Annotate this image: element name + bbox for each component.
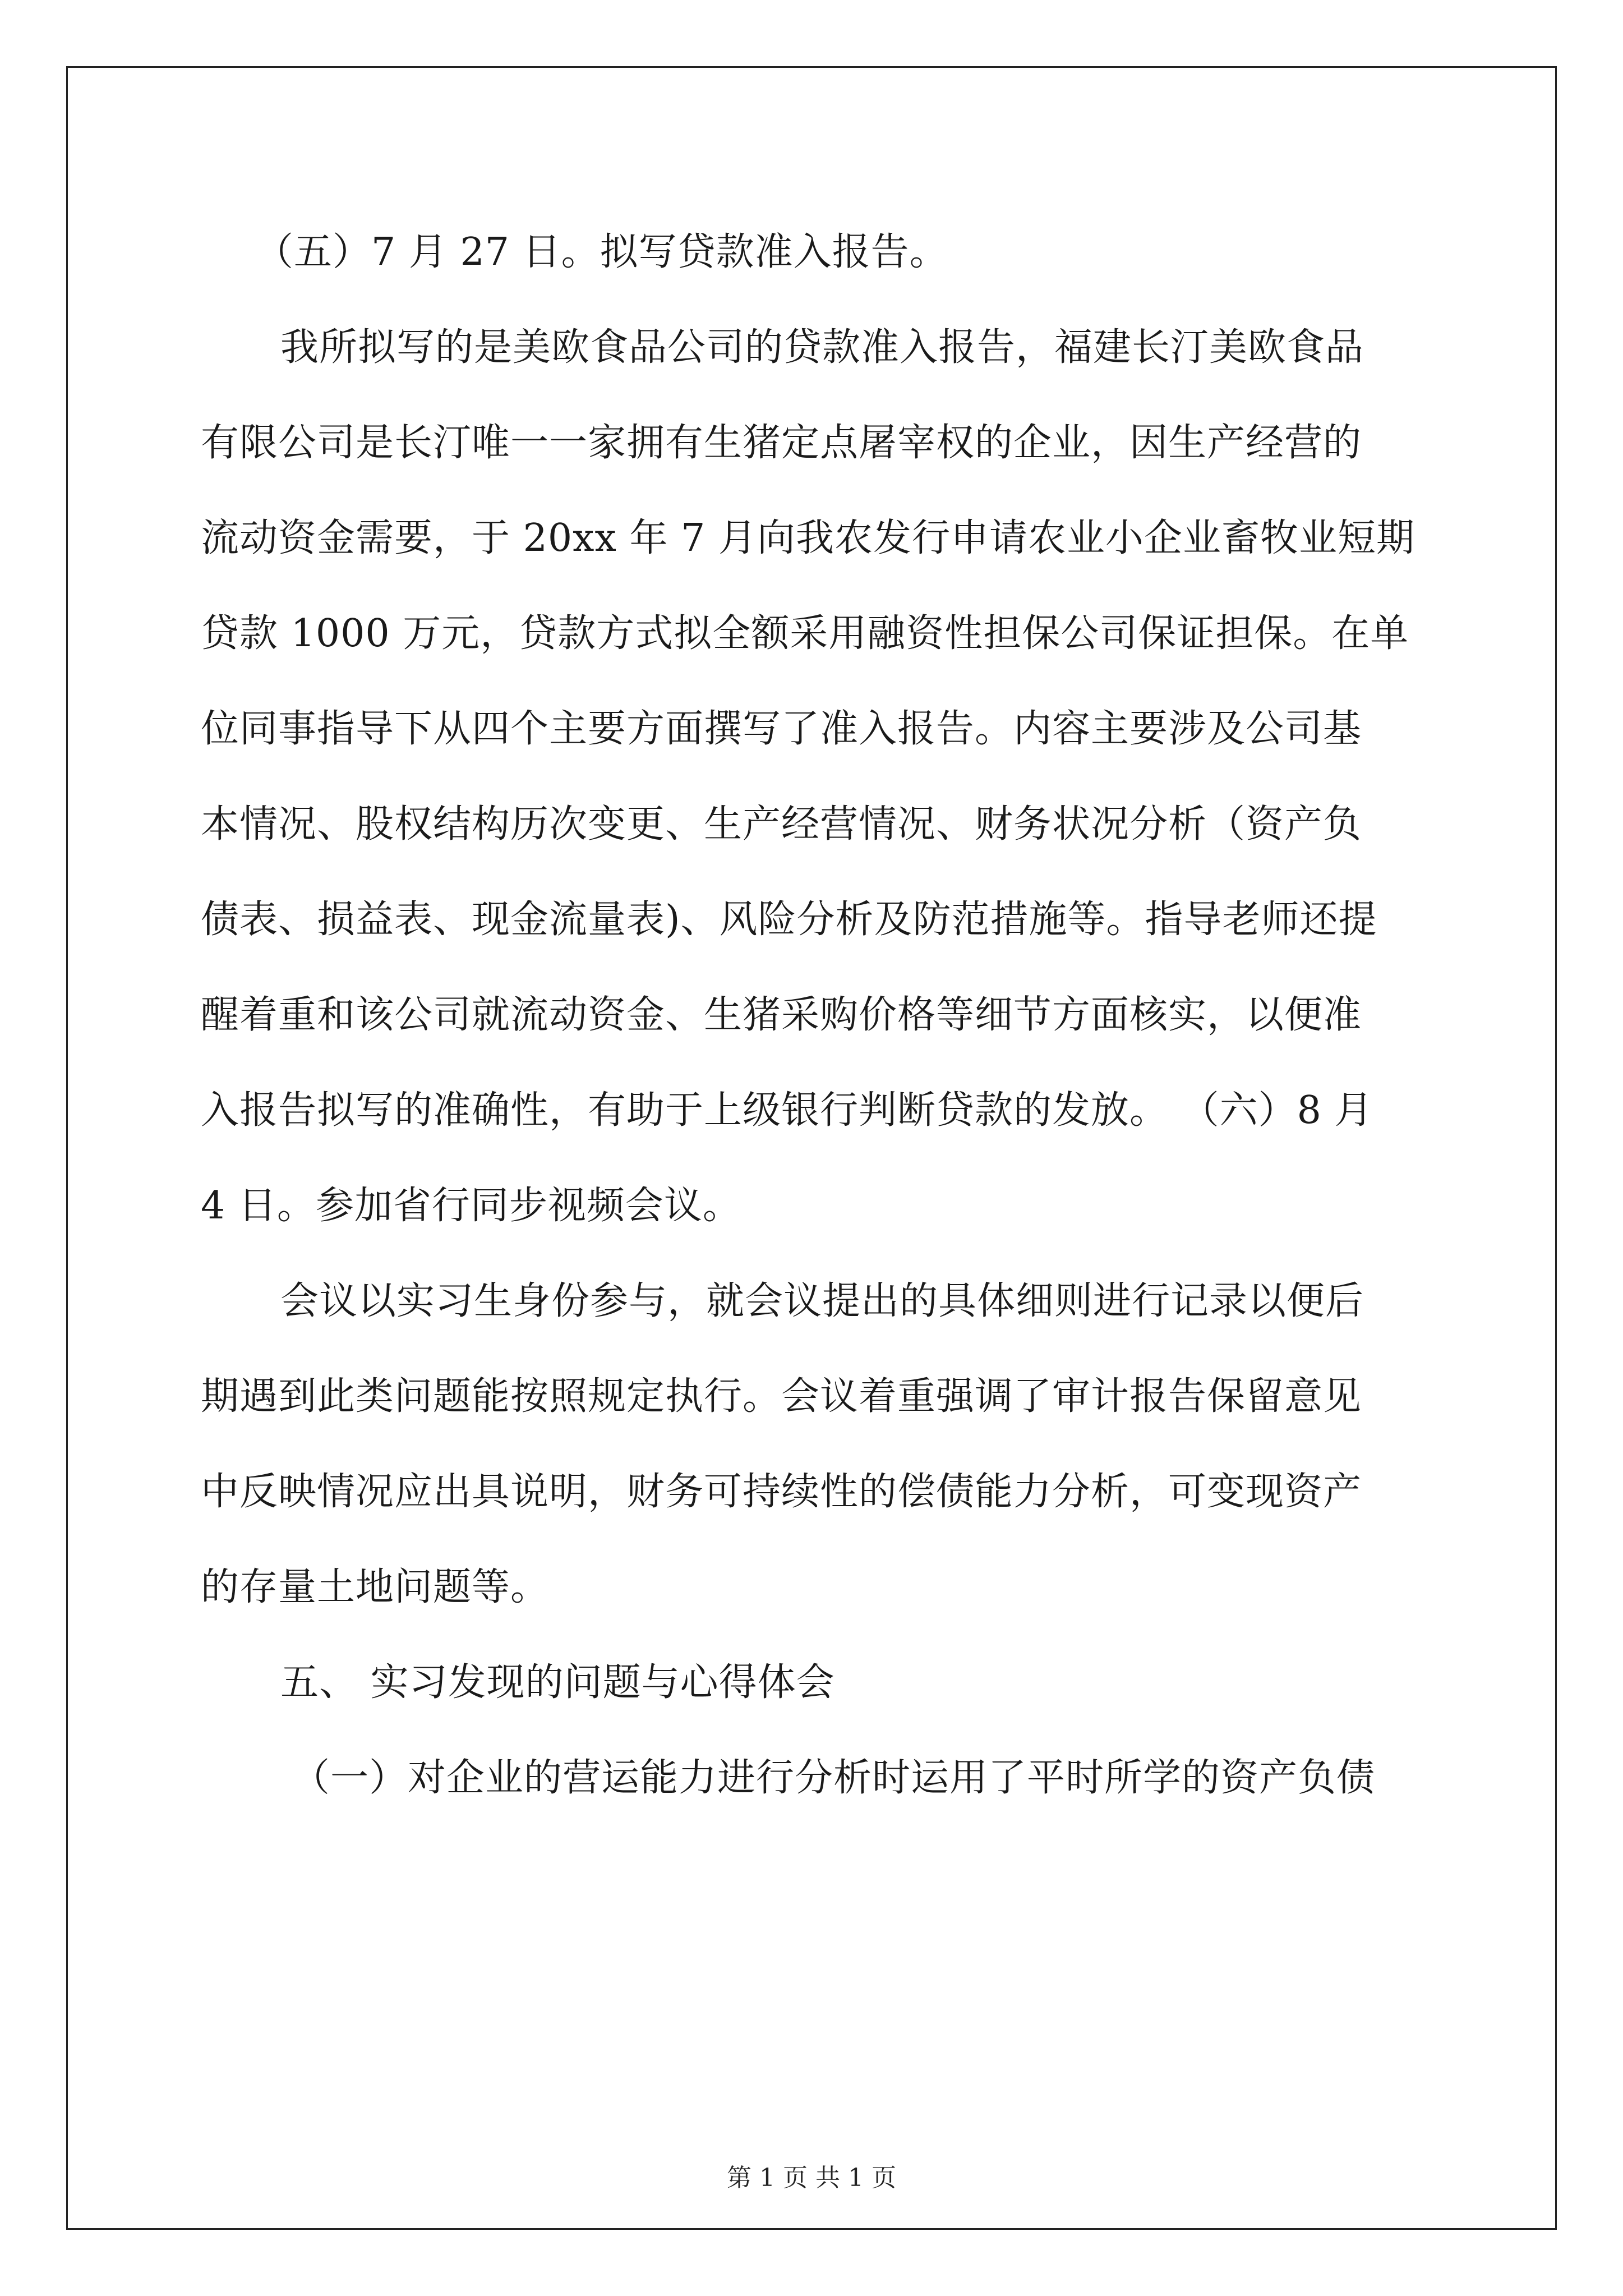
section-heading: 五、 实习发现的问题与心得体会 [280, 1660, 835, 1705]
body-line: （五）7 月 27 日。拟写贷款准入报告。 [255, 230, 948, 274]
body-line: 流动资金需要，于 20xx 年 7 月向我农发行申请农业小企业畜牧业短期 [201, 516, 1415, 560]
body-line: 的存量土地问题等。 [201, 1565, 550, 1609]
body-line: 醒着重和该公司就流动资金、生猪采购价格等细节方面核实，以便准 [201, 993, 1362, 1037]
page-number: 第 1 页 共 1 页 [727, 2164, 896, 2192]
body-line: （一）对企业的营运能力进行分析时运用了平时所学的资产负债 [292, 1756, 1376, 1800]
body-line: 会议以实习生身份参与，就会议提出的具体细则进行记录以便后 [280, 1279, 1364, 1323]
body-line: 贷款 1000 万元，贷款方式拟全额采用融资性担保公司保证担保。在单 [201, 611, 1409, 656]
body-line: 中反映情况应出具说明，财务可持续性的偿债能力分析，可变现资产 [201, 1470, 1362, 1514]
body-line: 本情况、股权结构历次变更、生产经营情况、财务状况分析（资产负 [201, 802, 1362, 846]
page-border [66, 66, 1557, 2230]
body-line: 有限公司是长汀唯一一家拥有生猪定点屠宰权的企业，因生产经营的 [201, 421, 1362, 465]
body-line: 债表、损益表、现金流量表)、风险分析及防范措施等。指导老师还提 [201, 898, 1377, 942]
body-line: 我所拟写的是美欧食品公司的贷款准入报告，福建长汀美欧食品 [280, 325, 1364, 370]
body-line: 入报告拟写的准确性，有助于上级银行判断贷款的发放。 （六）8 月 [201, 1088, 1373, 1133]
body-line: 位同事指导下从四个主要方面撰写了准入报告。内容主要涉及公司基 [201, 707, 1362, 751]
body-line: 4 日。参加省行同步视频会议。 [201, 1184, 741, 1228]
body-line: 期遇到此类问题能按照规定执行。会议着重强调了审计报告保留意见 [201, 1374, 1362, 1419]
